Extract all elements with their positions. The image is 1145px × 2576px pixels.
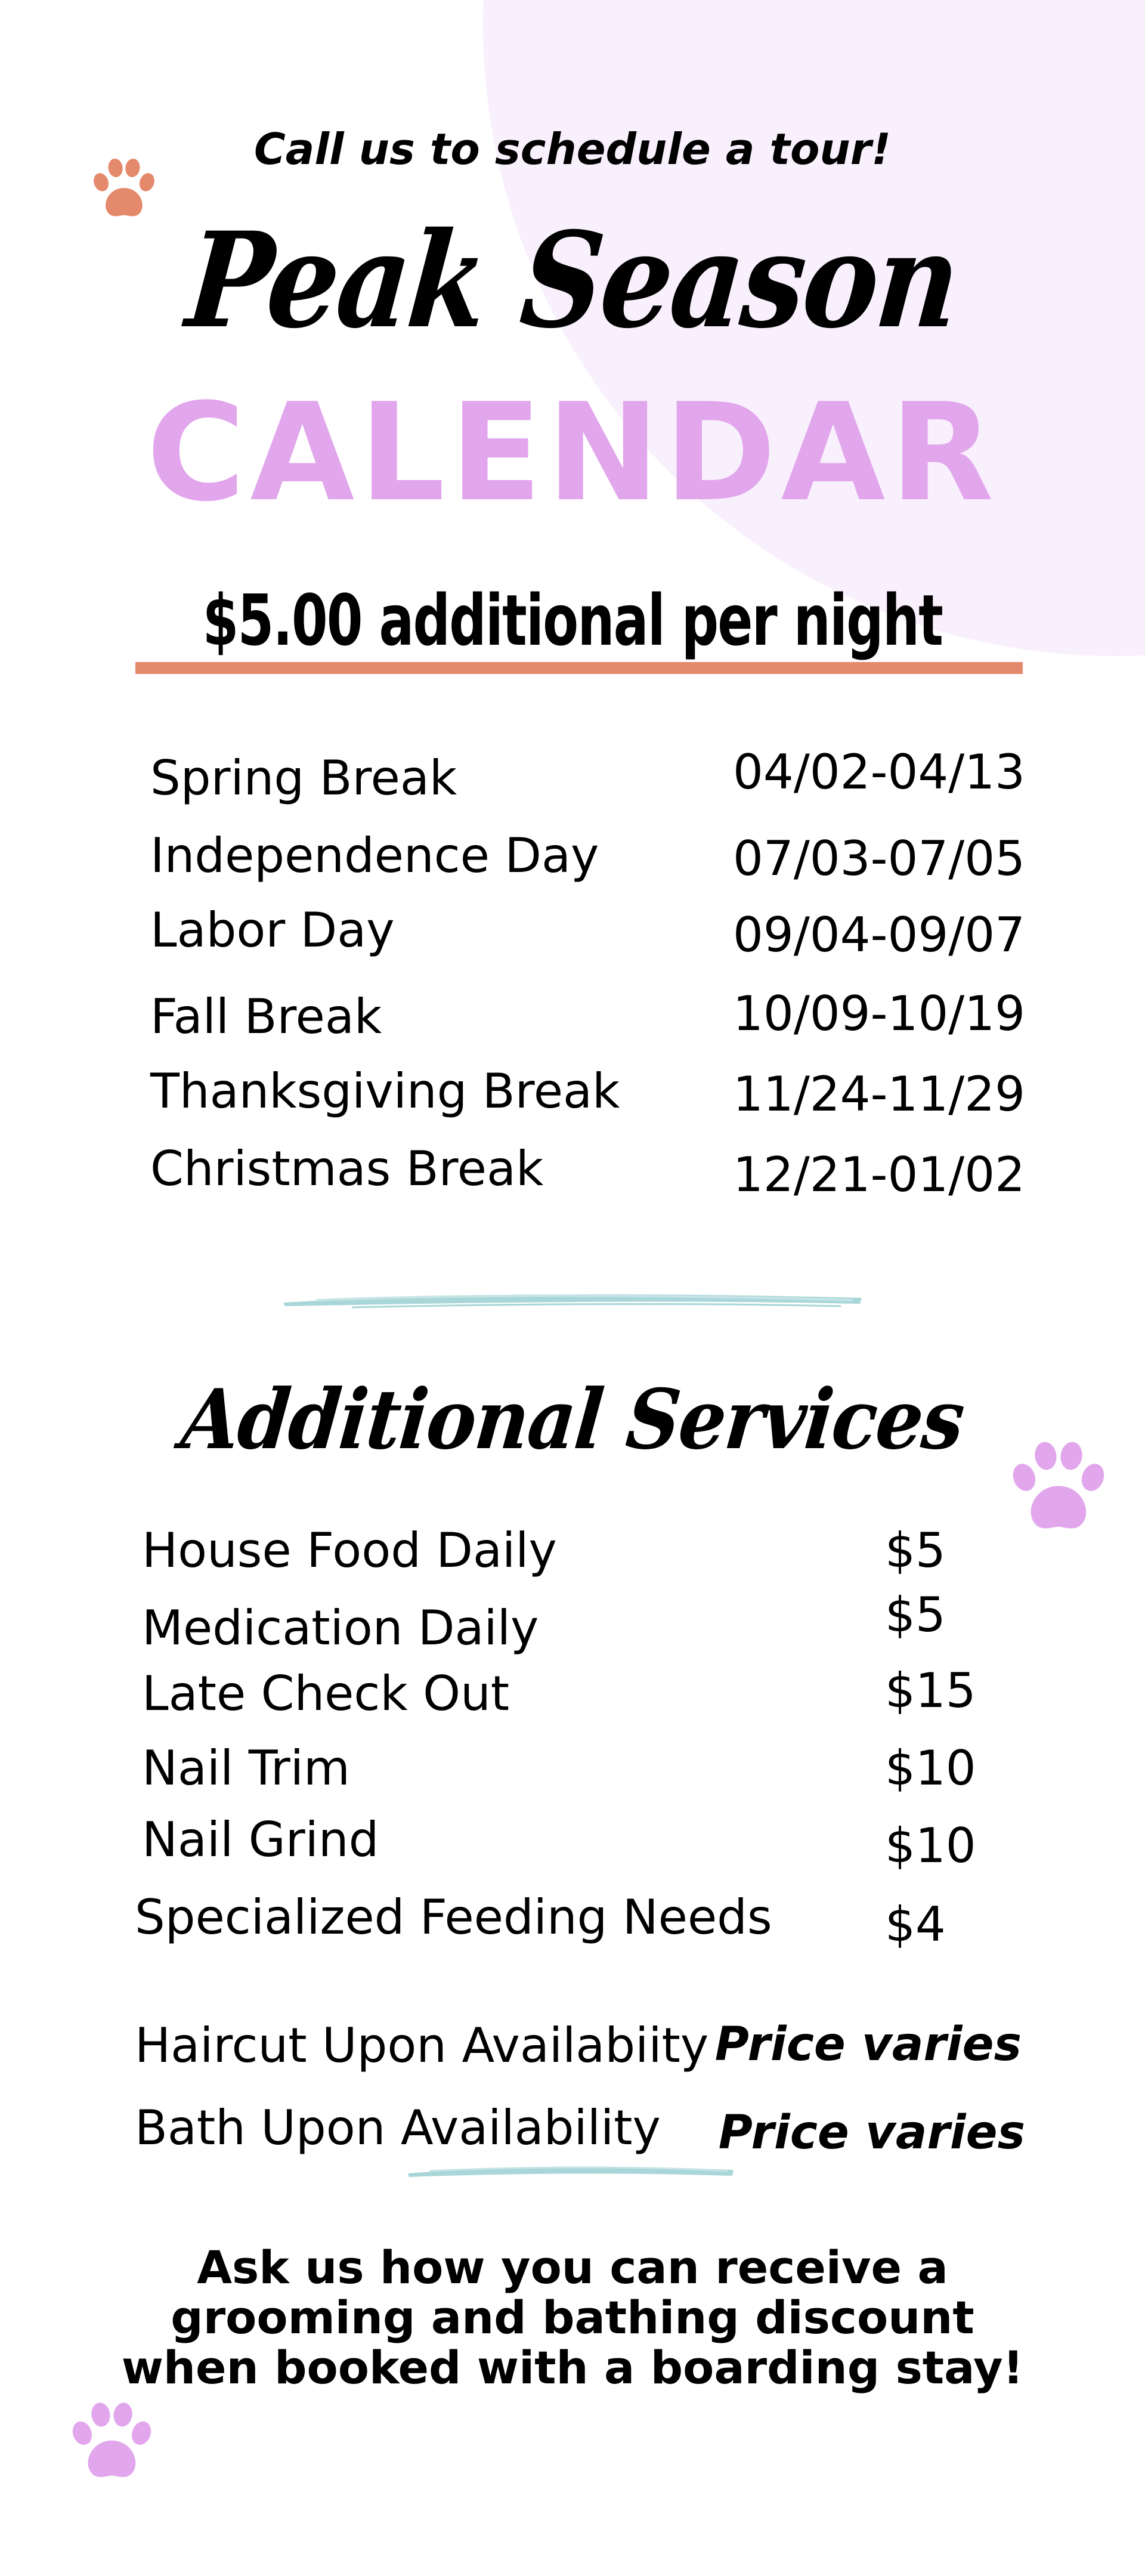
schedule-dates: 09/04-09/07 <box>733 907 1025 963</box>
service-row <box>0 1888 1145 1959</box>
services-heading: Additional Services <box>177 1371 968 1468</box>
schedule-row <box>0 1062 1145 1133</box>
schedule-row <box>0 1139 1145 1211</box>
service-row <box>0 1739 1145 1810</box>
schedule-dates: 04/02-04/13 <box>733 744 1025 800</box>
schedule-row <box>0 987 1145 1059</box>
service-extra-price: Price varies <box>714 2018 1022 2071</box>
paw-icon <box>66 2395 158 2490</box>
schedule-label: Christmas Break <box>150 1141 544 1196</box>
discount-note-line: grooming and bathing discount <box>171 2291 974 2344</box>
schedule-label: Fall Break <box>150 989 382 1044</box>
rate-underline <box>135 662 1023 674</box>
service-row <box>0 1521 1145 1592</box>
schedule-dates: 07/03-07/05 <box>733 831 1025 886</box>
discount-note-line: Ask us how you can receive a <box>197 2241 948 2294</box>
schedule-row <box>0 826 1145 898</box>
service-extra-row <box>0 2016 1145 2088</box>
brush-divider <box>406 2159 736 2183</box>
service-extra-label: Haircut Upon Availabiity <box>135 2018 709 2073</box>
schedule-label: Spring Break <box>150 750 457 806</box>
service-price: $5 <box>885 1523 946 1578</box>
service-row <box>0 1810 1145 1882</box>
service-price: $5 <box>885 1587 946 1643</box>
schedule-dates: 12/21-01/02 <box>733 1147 1025 1202</box>
schedule-label: Thanksgiving Break <box>150 1063 620 1119</box>
title-calendar: CALENDAR <box>146 375 999 531</box>
service-price: $10 <box>885 1818 976 1873</box>
service-row <box>0 1587 1145 1670</box>
service-extra-label: Bath Upon Availability <box>135 2100 661 2156</box>
schedule-dates: 11/24-11/29 <box>733 1066 1025 1122</box>
rate-text: $5.00 additional per night <box>202 579 943 661</box>
service-label: Nail Trim <box>142 1740 350 1796</box>
title-peak-season: Peak Season <box>181 203 964 357</box>
service-label: Medication Daily <box>142 1600 539 1656</box>
tour-callout: Call us to schedule a tour! <box>253 124 892 174</box>
service-label: Nail Grind <box>142 1812 379 1867</box>
service-price: $10 <box>885 1740 976 1796</box>
service-label: Late Check Out <box>142 1666 510 1721</box>
schedule-label: Independence Day <box>150 828 599 883</box>
schedule-row <box>0 744 1145 820</box>
service-price: $15 <box>885 1663 976 1718</box>
brush-divider <box>280 1282 865 1318</box>
schedule-label: Labor Day <box>150 902 395 958</box>
service-row <box>0 1664 1145 1736</box>
service-label: Specialized Feeding Needs <box>135 1890 772 1945</box>
discount-note-line: when booked with a boarding stay! <box>121 2341 1024 2394</box>
schedule-dates: 10/09-10/19 <box>733 986 1025 1041</box>
service-label: House Food Daily <box>142 1523 557 1578</box>
schedule-row <box>0 901 1145 972</box>
discount-note <box>0 2243 1145 2393</box>
service-extra-price: Price varies <box>718 2106 1025 2160</box>
service-price: $4 <box>885 1897 946 1952</box>
